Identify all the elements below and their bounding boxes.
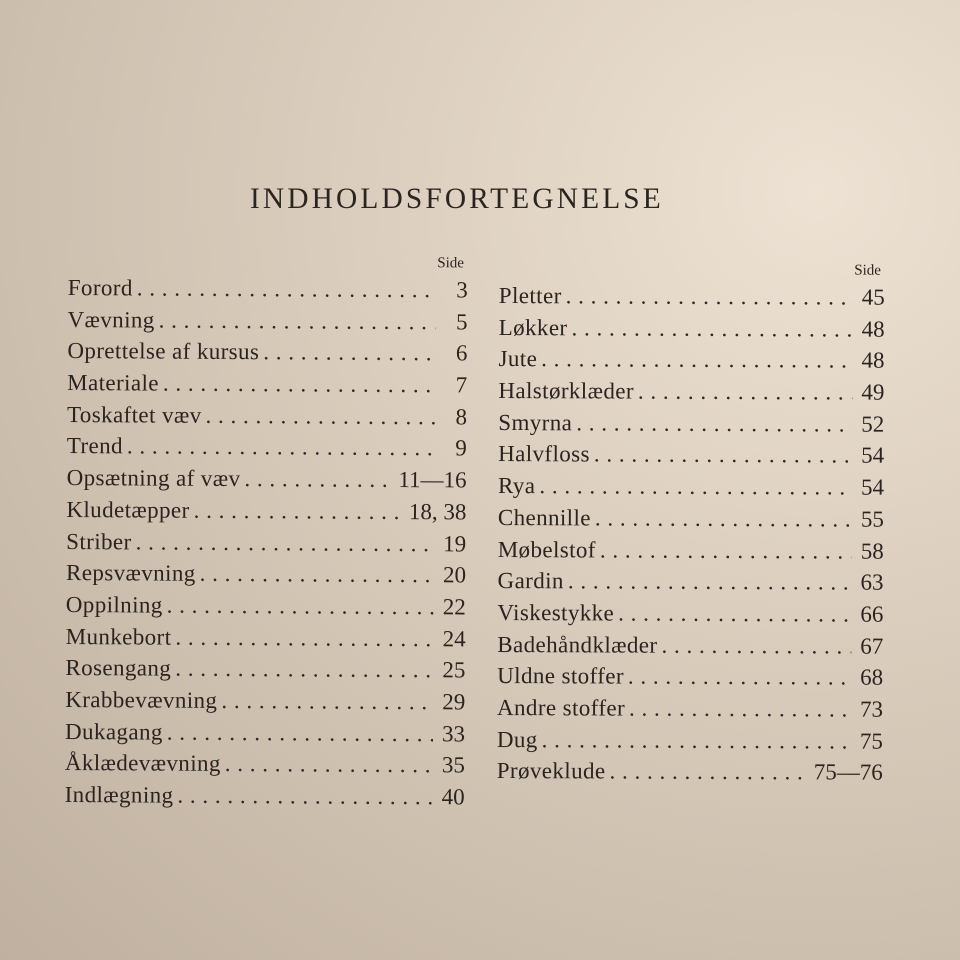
entry-page: 48 — [861, 347, 885, 374]
entry-page: 75 — [859, 728, 883, 754]
entry-page: 6 — [455, 340, 468, 366]
entry-page: 24 — [442, 625, 466, 651]
dot-leader — [175, 621, 433, 654]
entry-title: Indlægning — [64, 781, 174, 808]
entry-title: Forord — [67, 274, 133, 301]
entry-page: 29 — [442, 689, 466, 715]
entry-title: Dug — [496, 726, 538, 752]
toc-entry — [498, 470, 884, 503]
entry-page: 35 — [441, 752, 465, 778]
dot-leader — [175, 653, 433, 686]
toc-entry — [67, 335, 467, 369]
dot-leader — [136, 526, 435, 560]
dot-leader — [205, 400, 435, 433]
entry-title: Viskestykke — [497, 599, 615, 626]
toc-entry — [498, 438, 884, 471]
toc-entry — [498, 533, 884, 566]
entry-page: 45 — [861, 284, 885, 310]
dot-leader — [594, 439, 852, 472]
toc-entry — [65, 779, 465, 813]
entry-page: 54 — [860, 474, 885, 500]
toc-entry — [498, 502, 884, 535]
entry-title: Uldne stoffer — [497, 663, 625, 689]
entry-page: 11—16 — [398, 467, 467, 493]
entry-title: Halvfloss — [498, 441, 590, 467]
entry-page: 9 — [455, 435, 467, 461]
dot-leader — [600, 534, 852, 567]
dot-leader — [568, 565, 852, 598]
entry-title: Andre stoffer — [496, 694, 626, 721]
entry-title: Krabbevævning — [65, 686, 218, 713]
side-column-header: Side — [437, 255, 464, 272]
toc-entry — [65, 716, 465, 750]
toc-entry — [497, 755, 883, 788]
entry-page: 52 — [861, 411, 885, 437]
toc-entry — [65, 747, 465, 781]
entry-page: 58 — [860, 538, 884, 564]
dot-leader — [629, 693, 851, 726]
toc-entry — [68, 272, 468, 306]
entry-title: Møbelstof — [497, 536, 596, 562]
entry-title: Vævning — [67, 306, 155, 333]
entry-page: 7 — [455, 372, 468, 398]
toc-entry — [65, 684, 465, 718]
dot-leader — [263, 337, 435, 370]
dot-leader — [576, 407, 852, 440]
entry-page: 33 — [441, 720, 466, 747]
dot-leader — [244, 463, 392, 496]
toc-entry — [66, 525, 466, 559]
toc-entry — [67, 462, 467, 496]
entry-title: Toskaftet væv — [66, 401, 202, 428]
toc-entry — [499, 312, 885, 345]
entry-page: 73 — [859, 696, 884, 722]
entry-title: Oprettelse af kursus — [67, 338, 260, 365]
dot-leader — [541, 344, 852, 377]
entry-page: 40 — [441, 784, 465, 810]
dot-leader — [566, 280, 853, 313]
entry-page: 55 — [860, 506, 884, 532]
entry-title: Rosengang — [65, 655, 172, 681]
toc-entry — [67, 399, 467, 433]
toc-entry — [67, 430, 467, 464]
entry-page: 48 — [861, 316, 885, 342]
dot-leader — [628, 661, 851, 694]
entry-title: Halstørklæder — [498, 378, 634, 404]
dot-leader — [194, 495, 403, 528]
toc-entry — [499, 280, 885, 313]
entry-title: Rya — [497, 473, 536, 499]
dot-leader — [167, 716, 433, 749]
entry-title: Oppilning — [65, 591, 163, 618]
entry-title: Materiale — [67, 370, 159, 396]
dot-leader — [159, 304, 436, 337]
entry-page: 54 — [861, 443, 885, 469]
entry-title: Gardin — [497, 568, 564, 594]
entry-page: 75—76 — [813, 759, 883, 785]
dot-leader — [200, 558, 435, 591]
entry-title: Jute — [498, 346, 538, 372]
entry-page: 25 — [442, 657, 466, 683]
entry-page: 63 — [860, 569, 884, 595]
entry-title: Kludetæpper — [66, 496, 190, 523]
toc-entry — [498, 565, 884, 598]
toc-entry — [498, 407, 884, 440]
dot-leader — [167, 589, 434, 622]
toc-entry — [66, 589, 466, 623]
entry-title: Striber — [66, 528, 132, 554]
entry-page: 3 — [456, 277, 468, 303]
dot-leader — [618, 597, 851, 630]
entry-title: Prøveklude — [496, 758, 606, 784]
toc-entry — [498, 343, 884, 376]
entry-title: Opsætning af væv — [66, 465, 241, 492]
entry-page: 22 — [442, 594, 466, 620]
toc-entry — [497, 724, 883, 757]
entry-title: Smyrna — [498, 409, 573, 436]
toc-entry — [66, 494, 466, 528]
toc-entry — [497, 597, 883, 630]
dot-leader — [609, 756, 807, 789]
entry-page: 8 — [455, 404, 468, 430]
toc-entry — [67, 304, 467, 338]
entry-page: 19 — [443, 530, 467, 556]
entry-title: Badehåndklæder — [497, 631, 658, 658]
entry-title: Åklædevævning — [64, 750, 221, 777]
entry-page: 68 — [860, 664, 884, 690]
entry-page: 49 — [861, 379, 885, 405]
dot-leader — [595, 502, 852, 535]
entry-title: Løkker — [498, 314, 568, 340]
entry-page: 67 — [860, 633, 884, 659]
entry-title: Chennille — [497, 504, 591, 531]
entry-page: 20 — [442, 562, 467, 588]
dot-leader — [638, 376, 853, 409]
toc-entry — [497, 660, 883, 693]
page-title: INDHOLDSFORTEGNELSE — [250, 182, 664, 215]
toc-entry — [497, 692, 883, 725]
entry-page: 18, 38 — [408, 498, 467, 525]
entry-title: Munkebort — [65, 623, 172, 650]
dot-leader — [127, 431, 435, 465]
dot-leader — [221, 685, 433, 718]
dot-leader — [177, 780, 432, 813]
dot-leader — [539, 470, 852, 503]
toc-right-column — [497, 258, 885, 789]
entry-title: Trend — [66, 433, 123, 459]
entry-page: 5 — [455, 309, 468, 335]
toc-entry — [498, 375, 884, 408]
dot-leader — [137, 272, 436, 306]
dot-leader — [542, 724, 851, 757]
entry-title: Dukagang — [64, 718, 163, 745]
toc-entry — [67, 367, 467, 401]
toc-entry — [66, 621, 466, 655]
dot-leader — [571, 312, 852, 345]
toc-entry — [66, 557, 466, 591]
toc-entry — [497, 629, 883, 662]
entry-page: 66 — [860, 601, 884, 627]
dot-leader — [163, 368, 435, 401]
toc-entry — [65, 652, 465, 686]
dot-leader — [661, 629, 851, 662]
entry-title: Pletter — [498, 282, 562, 309]
toc-left-column — [65, 250, 468, 813]
side-column-header: Side — [854, 262, 881, 279]
dot-leader — [225, 748, 433, 781]
entry-title: Repsvævning — [65, 560, 196, 586]
